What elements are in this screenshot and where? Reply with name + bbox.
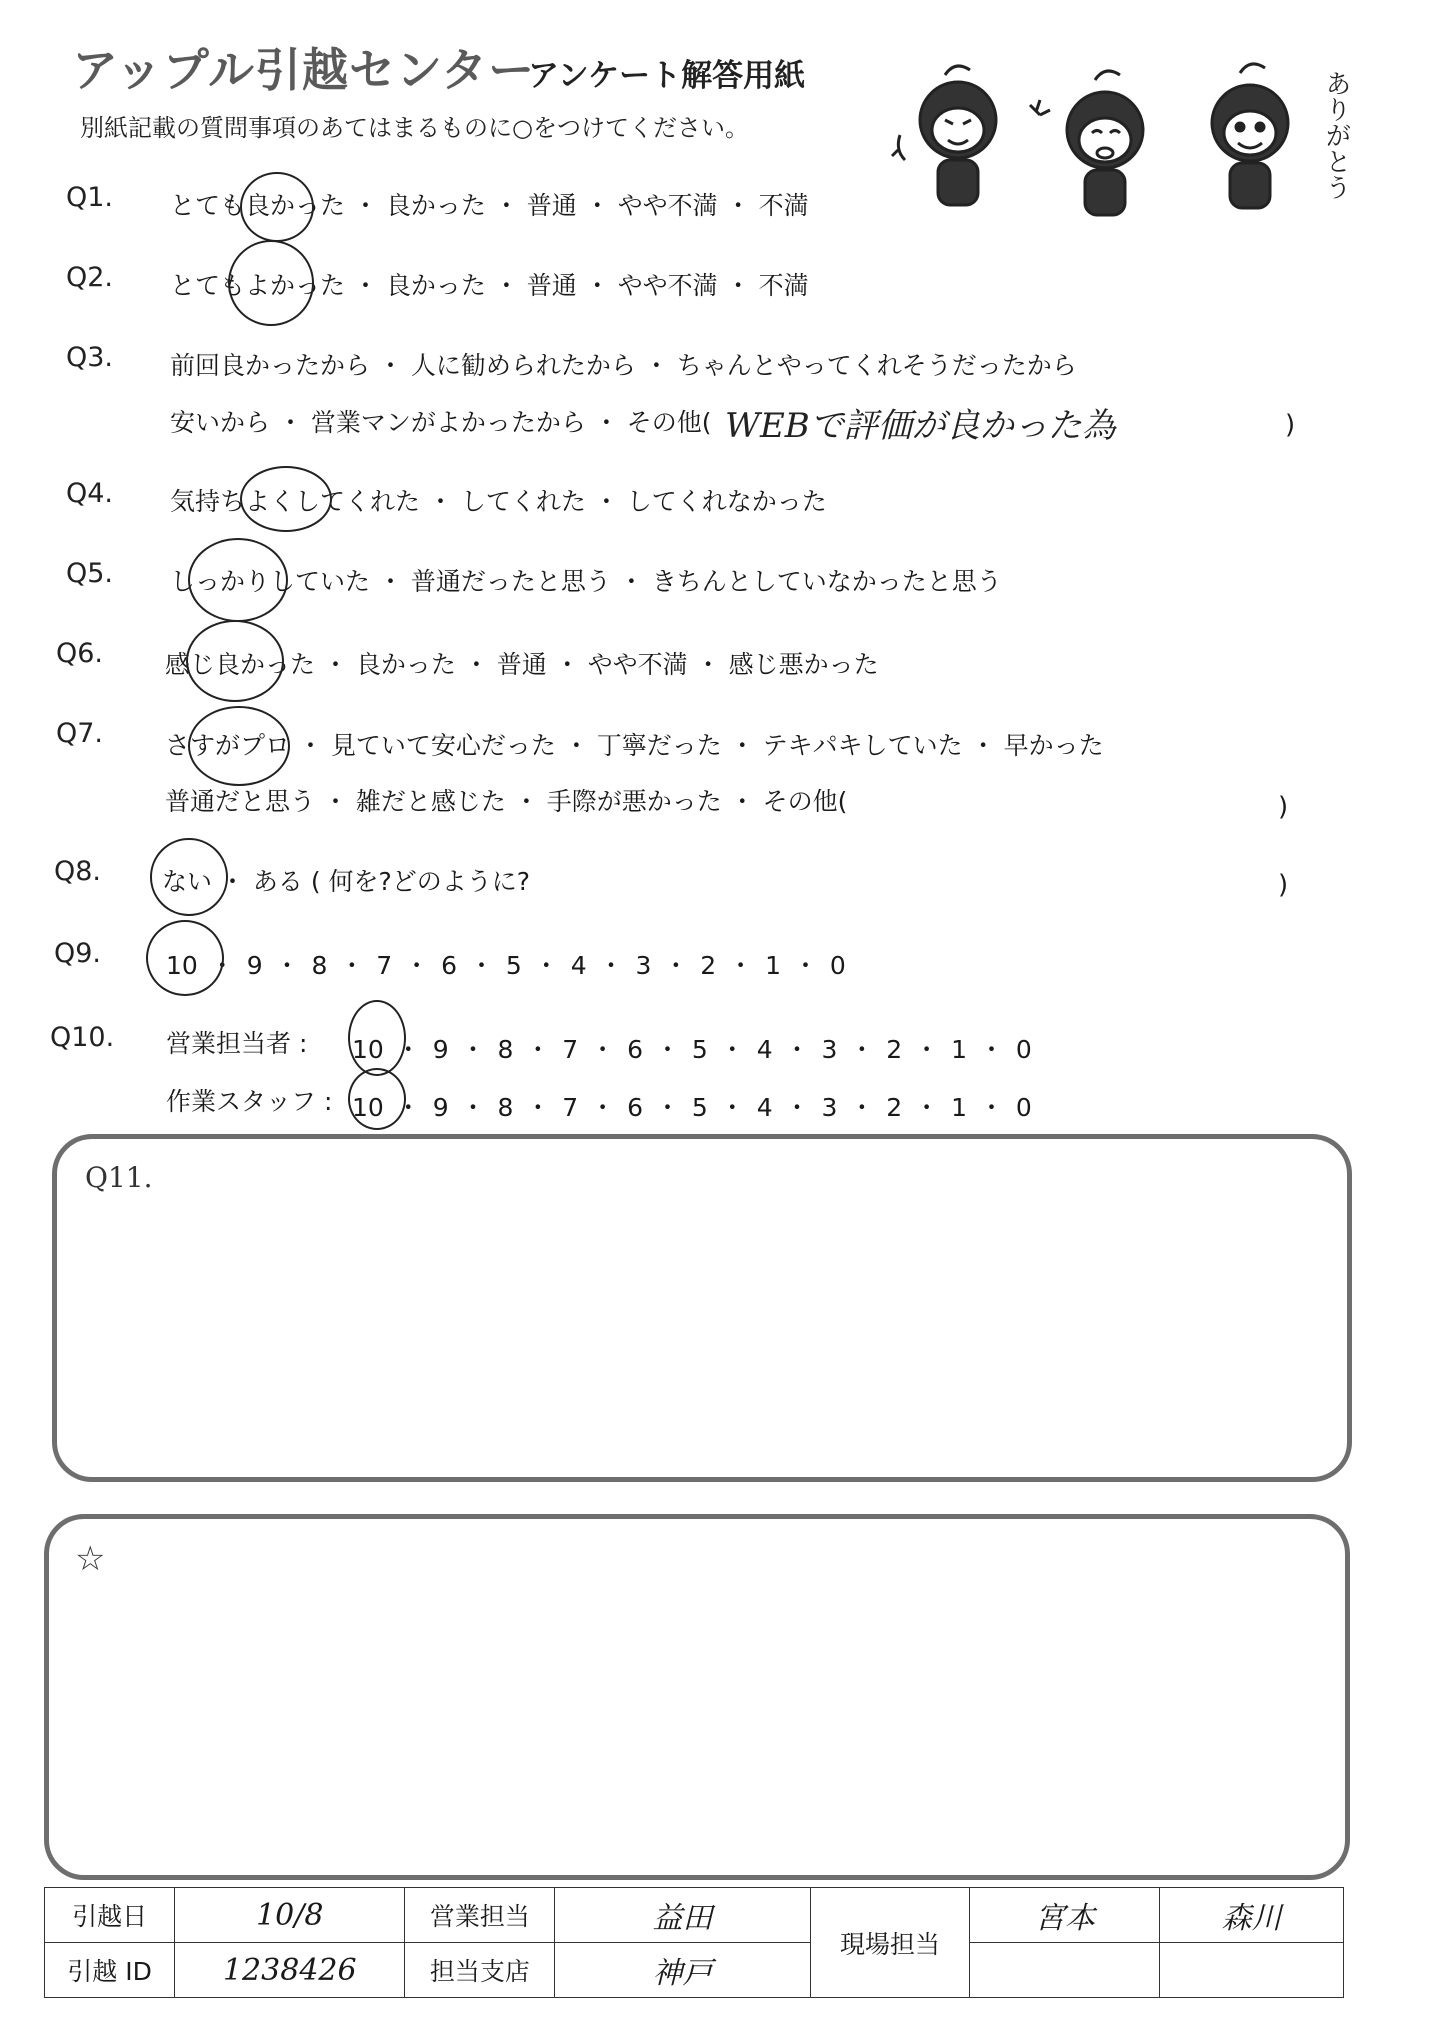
q5-label: Q5. [66, 558, 114, 589]
sales-value: 益田 [555, 1888, 810, 1943]
q6-label: Q6. [56, 638, 104, 669]
q4-label: Q4. [66, 478, 114, 509]
q1-answer-circle [240, 172, 314, 242]
form-title: アンケート解答用紙 [528, 58, 806, 94]
q6-answer-circle [186, 620, 284, 702]
move-id-value: 1238426 [175, 1943, 405, 1998]
q3-other-handwritten: WEBで評価が良かった為 [725, 406, 1116, 446]
q10-sales-answer-circle [348, 1000, 406, 1076]
monkey-icon [1212, 64, 1288, 208]
branch-label: 担当支店 [405, 1943, 555, 1998]
sales-label: 営業担当 [405, 1888, 555, 1943]
q5-options: しっかりしていた ・ 普通だったと思う ・ きちんとしていなかったと思う [170, 567, 1002, 596]
q6-options: 感じ良かった ・ 良かった ・ 普通 ・ やや不満 ・ 感じ悪かった [165, 650, 879, 679]
q3-close-paren: ) [1285, 410, 1296, 440]
mascot-caption: ありがとう [1321, 70, 1351, 200]
q4-answer-circle [240, 466, 332, 532]
q2-label: Q2. [66, 262, 114, 293]
star-comment-box[interactable] [44, 1514, 1350, 1880]
q10-sales-label: 営業担当者 : [166, 1029, 308, 1058]
q1-options: とても良かった ・ 良かった ・ 普通 ・ やや不満 ・ 不満 [170, 191, 809, 220]
monkey-icon [1030, 71, 1143, 215]
q11-label: Q11. [85, 1161, 153, 1194]
q10-staff-label: 作業スタッフ : [166, 1087, 333, 1116]
site-staff-empty-1 [970, 1943, 1160, 1998]
q7-close-paren: ) [1278, 792, 1289, 822]
q4-options: 気持ちよくしてくれた ・ してくれた ・ してくれなかった [170, 487, 827, 516]
company-title: アップル引越センター [72, 43, 536, 97]
q9-label: Q9. [54, 938, 102, 969]
mascot-illustration [890, 55, 1350, 245]
move-info-table [44, 1887, 1344, 1998]
q7-answer-circle [188, 706, 290, 786]
move-date-value: 10/8 [175, 1888, 405, 1943]
branch-value: 神戸 [555, 1943, 810, 1998]
q10-label: Q10. [50, 1022, 115, 1053]
q10-staff-answer-circle [348, 1068, 406, 1130]
site-staff-label: 現場担当 [810, 1888, 970, 1998]
q1-label: Q1. [66, 182, 114, 213]
move-id-label: 引越 ID [45, 1943, 175, 1998]
q8-close-paren: ) [1278, 870, 1289, 900]
q3-options-2: 安いから ・ 営業マンがよかったから ・ その他( [170, 408, 712, 437]
q7-options-2: 普通だと思う ・ 雑だと感じた ・ 手際が悪かった ・ その他( [165, 787, 848, 816]
q8-answer-circle [150, 838, 228, 916]
q7-label: Q7. [56, 718, 104, 749]
q11-comment-box[interactable] [52, 1134, 1352, 1482]
site-staff-1: 宮本 [970, 1888, 1160, 1943]
q10-sales-scale: 10 ・ 9 ・ 8 ・ 7 ・ 6 ・ 5 ・ 4 ・ 3 ・ 2 ・ 1 ・ 0 [352, 1035, 1032, 1064]
site-staff-2: 森川 [1160, 1888, 1344, 1943]
q8-label: Q8. [54, 856, 102, 887]
q9-answer-circle [146, 920, 224, 996]
q3-options-1: 前回良かったから ・ 人に勧められたから ・ ちゃんとやってくれそうだったから [170, 351, 1077, 380]
q9-scale: 10 ・ 9 ・ 8 ・ 7 ・ 6 ・ 5 ・ 4 ・ 3 ・ 2 ・ 1 ・ 0 [166, 951, 846, 980]
instruction-text: 別紙記載の質問事項のあてはまるものに○をつけてください。 [80, 114, 749, 142]
q10-staff-scale: 10 ・ 9 ・ 8 ・ 7 ・ 6 ・ 5 ・ 4 ・ 3 ・ 2 ・ 1 ・ 0 [352, 1093, 1032, 1122]
site-staff-empty-2 [1160, 1943, 1344, 1998]
monkey-icon [892, 66, 996, 205]
q2-options: とてもよかった ・ 良かった ・ 普通 ・ やや不満 ・ 不満 [170, 271, 809, 300]
q2-answer-circle [228, 240, 314, 326]
star-icon: ☆ [75, 1539, 106, 1579]
q5-answer-circle [188, 538, 288, 622]
move-date-label: 引越日 [45, 1888, 175, 1943]
q8-options: ない ・ ある ( 何を?どのように? [162, 867, 531, 896]
q3-label: Q3. [66, 342, 114, 373]
q7-options-1: さすがプロ ・ 見ていて安心だった ・ 丁寧だった ・ テキパキしていた ・ 早かった [165, 731, 1104, 760]
